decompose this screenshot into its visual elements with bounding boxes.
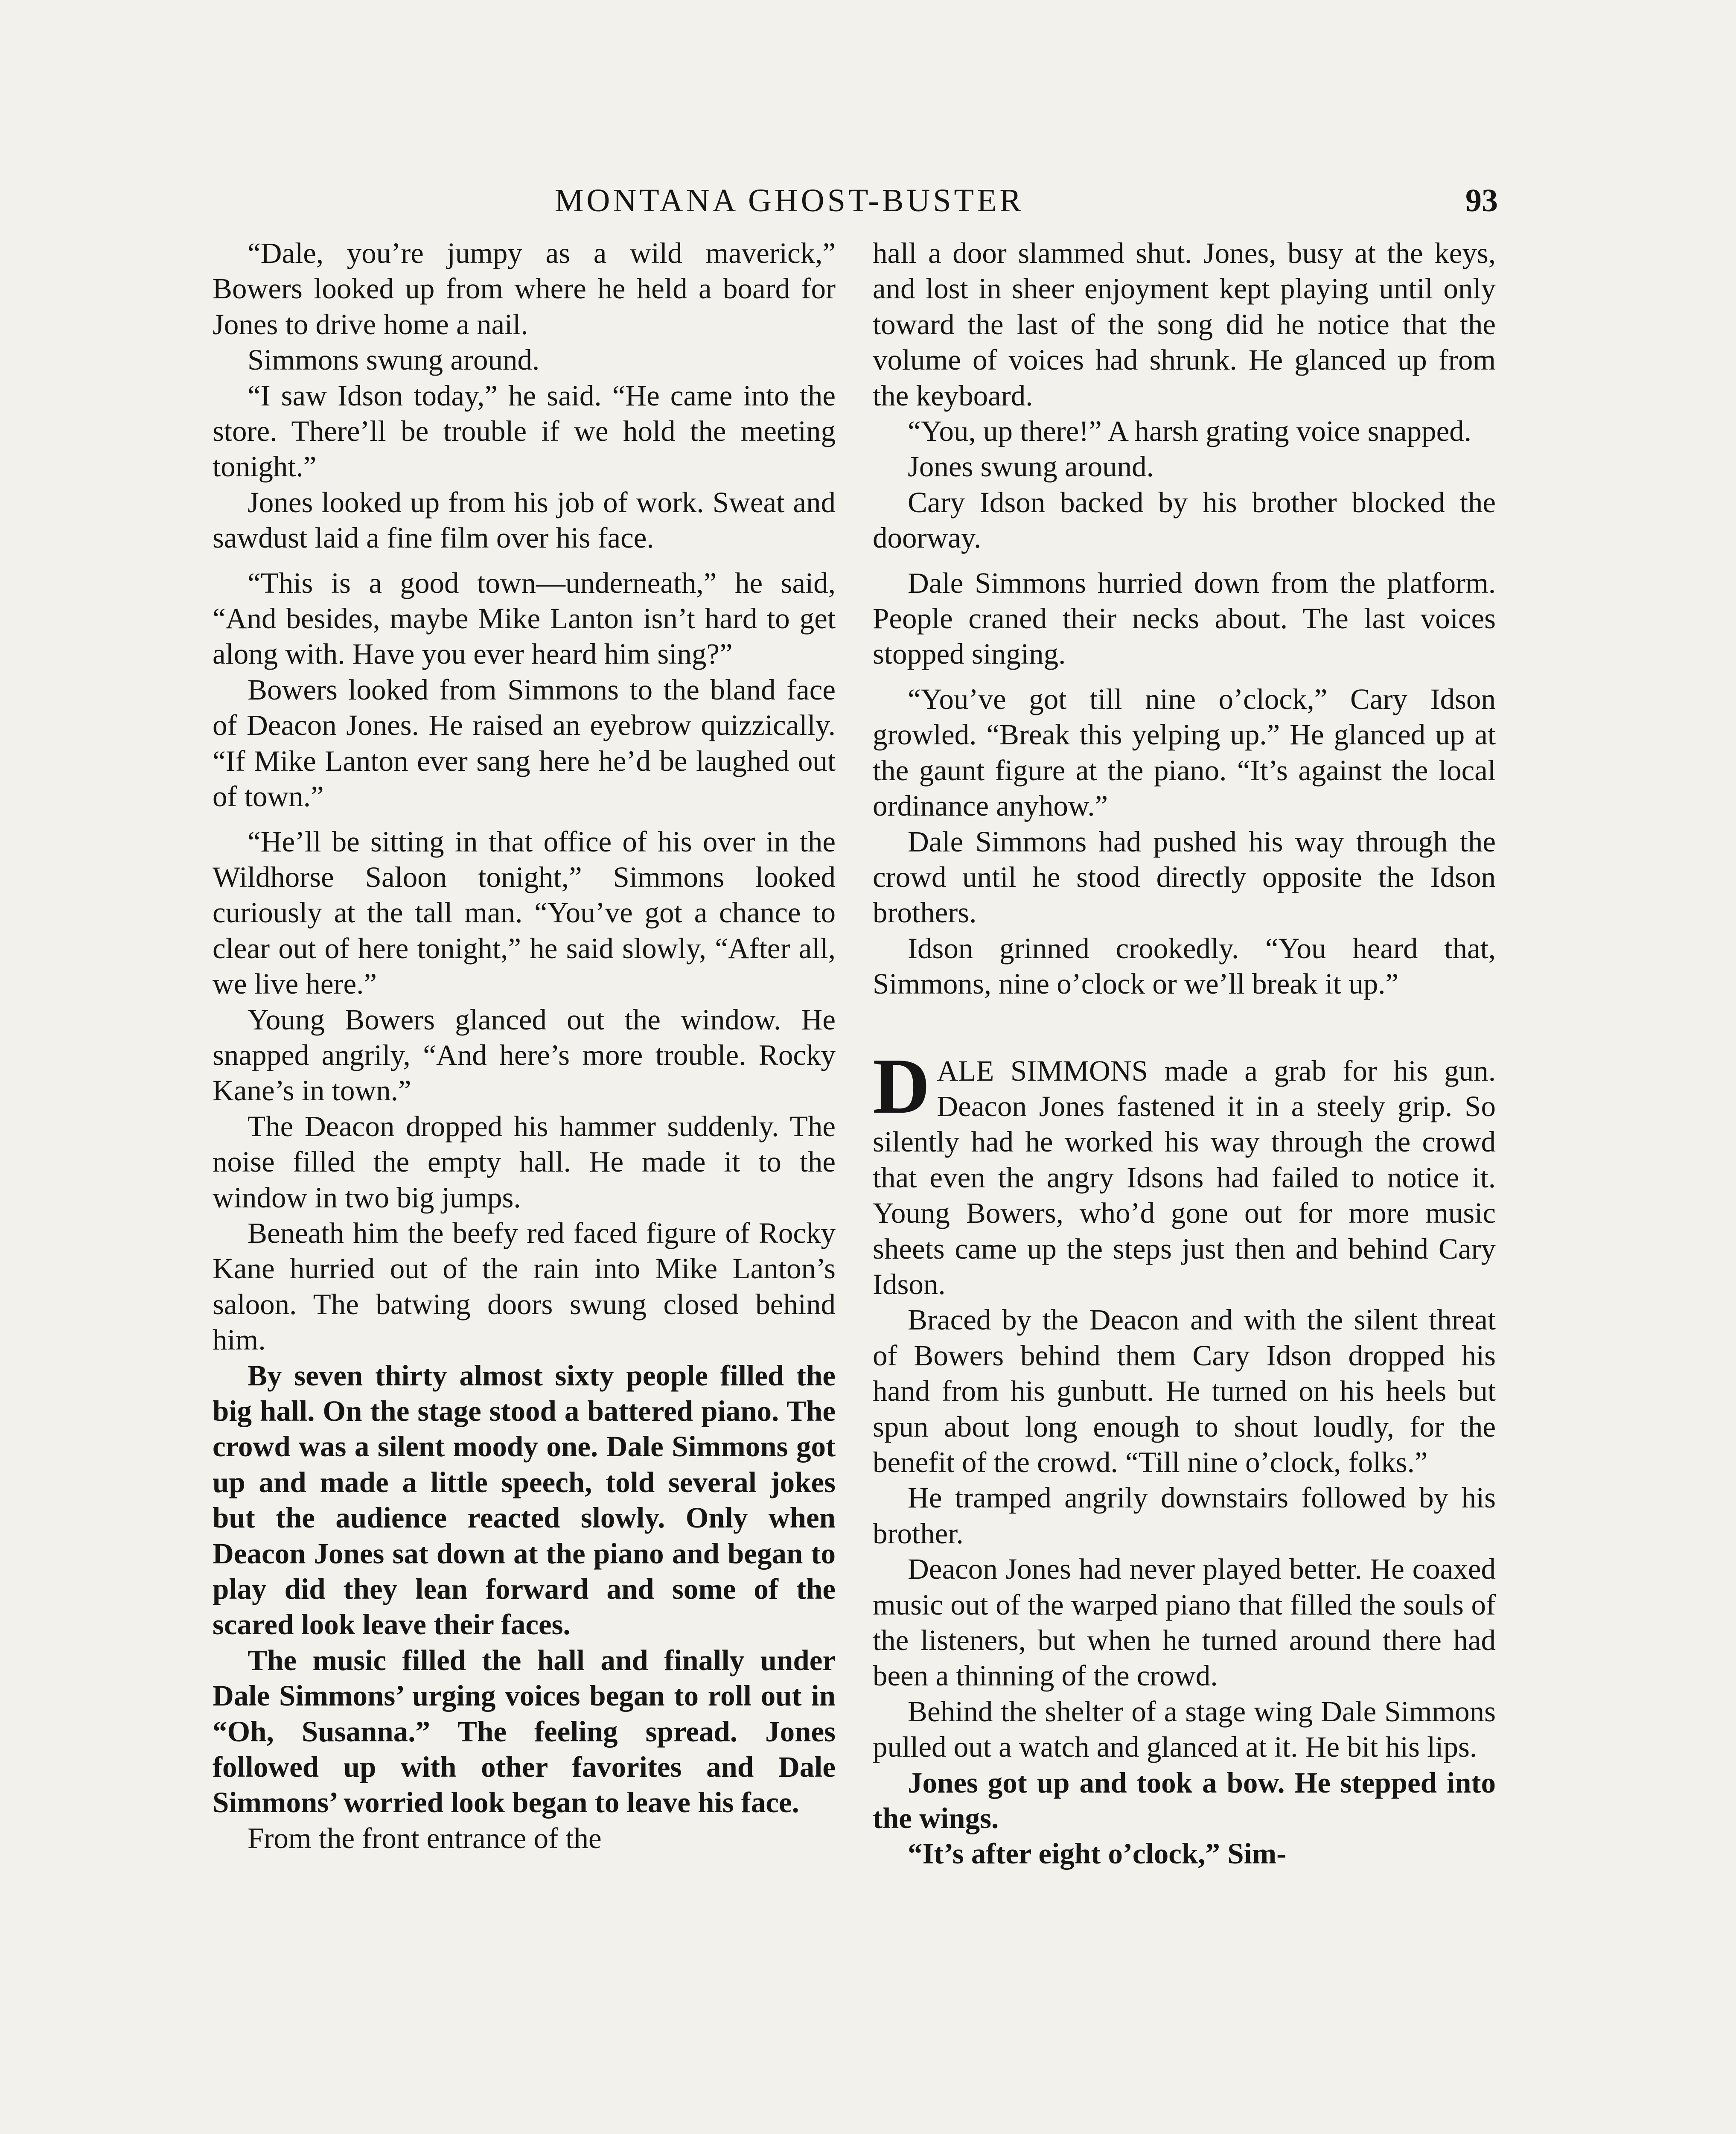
paragraph: Cary Idson backed by his brother blocked the doorway. — [873, 486, 1496, 554]
paragraph: “I saw Idson today,” he said. “He came into the store. There’ll be trouble if we hold the meeting tonight.” — [213, 379, 836, 483]
paragraph-text: ALE SIMMONS made a grab for his gun. Deacon Jones fastened it in a steely grip. So silently had he worked his way through the crowd that even the angry Idsons had failed to notice it. Young Bowers, who’d gone out for more music sheets came up the steps just then and behind Cary Idson. — [873, 1054, 1496, 1300]
paragraph: “This is a good town—underneath,” he said, “And besides, maybe Mike Lanton isn’t hard to get along with. Have you ever heard him sing?” — [213, 566, 836, 671]
paragraph: Jones got up and took a bow. He stepped into the wings. — [873, 1766, 1496, 1835]
paragraph: He tramped angrily downstairs followed by his brother. — [873, 1481, 1496, 1550]
paragraph: Idson grinned crookedly. “You heard that, Simmons, nine o’clock or we’ll break it up.” — [873, 932, 1496, 1000]
paragraph: The Deacon dropped his hammer suddenly. The noise filled the empty hall. He made it to the window in two big jumps. — [213, 1110, 836, 1214]
paragraph: “You, up there!” A harsh grating voice snapped. — [908, 415, 1471, 448]
drop-cap: D — [873, 1042, 930, 1130]
running-header: MONTANA GHOST-BUSTER — [554, 183, 1025, 219]
paragraph: Bowers looked from Simmons to the bland face of Deacon Jones. He raised an eyebrow quizzically. “If Mike Lanton ever sang here he’d be laughed out of town.” — [213, 673, 836, 813]
paragraph: “He’ll be sitting in that office of his over in the Wildhorse Saloon tonight,” Simmons looked curiously at the tall man. “You’ve got a chance to clear out of here tonight,” he said slowly, “After all, we live here.” — [213, 825, 836, 1000]
paragraph: Behind the shelter of a stage wing Dale Simmons pulled out a watch and glanced at it. He bit his lips. — [873, 1695, 1496, 1764]
paragraph: By seven thirty almost sixty people filled the big hall. On the stage stood a battered piano. The crowd was a silent moody one. Dale Simmons got up and made a little speech, told several jokes but the audience reacted slowly. Only when Deacon Jones sat down at the piano and began to play did they lean forward and some of the scared look leave their faces. — [213, 1359, 836, 1641]
paragraph: Jones swung around. — [908, 450, 1154, 483]
paragraph: Beneath him the beefy red faced figure of Rocky Kane hurried out of the rain into Mike Lanton’s saloon. The batwing doors swung closed behind him. — [213, 1216, 836, 1356]
paragraph: Jones looked up from his job of work. Sweat and sawdust laid a fine film over his face. — [213, 486, 836, 554]
paragraph: Dale Simmons hurried down from the platform. People craned their necks about. The last voices stopped singing. — [873, 566, 1496, 671]
paragraph: “It’s after eight o’clock,” Sim- — [908, 1837, 1287, 1870]
paragraph: From the front entrance of the — [248, 1822, 602, 1854]
paragraph: Young Bowers glanced out the window. He snapped angrily, “And here’s more trouble. Rocky Kane’s in town.” — [213, 1003, 836, 1107]
text-column-left — [213, 236, 836, 1856]
paragraph: “You’ve got till nine o’clock,” Cary Idson growled. “Break this yelping up.” He glanced up at the gaunt figure at the piano. “It’s against the local ordinance anyhow.” — [873, 682, 1496, 822]
paragraph: The music filled the hall and finally under Dale Simmons’ urging voices began to roll out in “Oh, Susanna.” The feeling spread. Jones followed up with other favorites and Dale Simmons’ worried look began to leave his face. — [213, 1644, 836, 1819]
text-column-right — [873, 236, 1496, 1872]
section-opening-paragraph — [873, 1042, 1496, 1303]
paragraph: Simmons swung around. — [248, 344, 540, 376]
paragraph: Deacon Jones had never played better. He coaxed music out of the warped piano that filled the souls of the listeners, but when he turned around there had been a thinning of the crowd. — [873, 1553, 1496, 1692]
paragraph: Dale Simmons had pushed his way through the crowd until he stood directly opposite the Idson brothers. — [873, 825, 1496, 929]
paragraph: hall a door slammed shut. Jones, busy at the keys, and lost in sheer enjoyment kept playing until only toward the last of the song did he notice that the volume of voices had shrunk. He glanced up from the keyboard. — [873, 237, 1496, 412]
paragraph: “Dale, you’re jumpy as a wild maverick,” Bowers looked up from where he held a board for Jones to drive home a nail. — [213, 237, 836, 341]
page-number: 93 — [1465, 183, 1498, 219]
paragraph: Braced by the Deacon and with the silent threat of Bowers behind them Cary Idson dropped his hand from his gunbutt. He turned on his heels but spun about long enough to shout loudly, for the benefit of the crowd. “Till nine o’clock, folks.” — [873, 1303, 1496, 1478]
